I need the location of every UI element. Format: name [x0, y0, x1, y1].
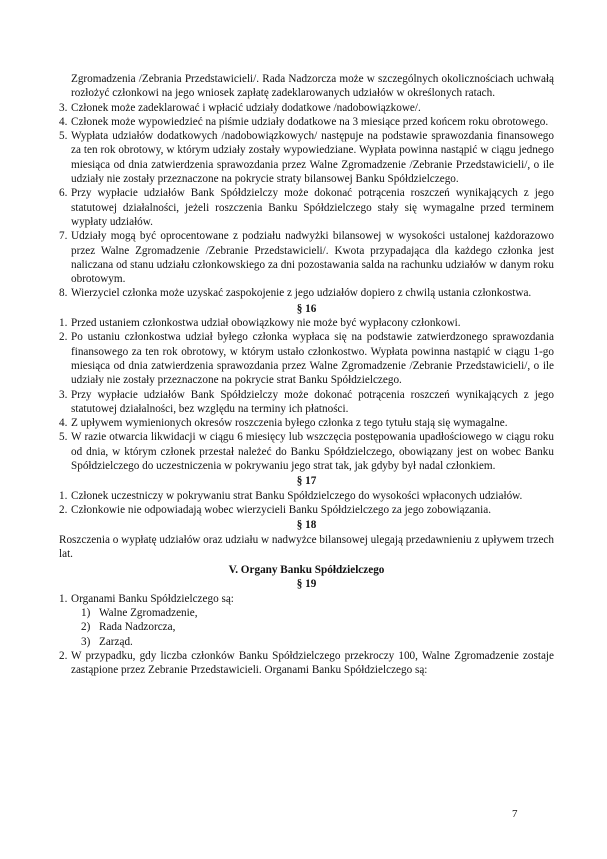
- section-heading-17: § 17: [296, 475, 317, 488]
- item-text: W razie otwarcia likwidacji w ciągu 6 miesięcy lub wszczęcia postępowania upadłościowego w ciągu roku od dnia, w którym członek przestał należeć do Banku Spółdzielczego, obowiązany jest on wobec Banku Spółdzielczego do uczestniczenia w pokrywaniu jego strat tak, jak gdyby był nadal członkiem.: [71, 431, 554, 473]
- item-text: Przy wypłacie udziałów Bank Spółdzielczy może dokonać potrącenia roszczeń wynikających z jego statutowej działalności, bez względu na terminy ich płatności.: [71, 388, 554, 415]
- list-item: [59, 229, 554, 286]
- item-number: 3.: [59, 388, 68, 401]
- list-item: [59, 316, 554, 330]
- section-17-list: [59, 489, 554, 518]
- section-18-paragraph: Roszczenia o wypłatę udziałów oraz udziału w nadwyżce bilansowej ulegają przedawnieniu z upływem trzech lat.: [59, 533, 554, 560]
- item-number: 2.: [59, 649, 68, 662]
- item-text: Członek może wypowiedzieć na piśmie udziały dodatkowe na 3 miesiące przed końcem roku obrotowego.: [71, 115, 549, 128]
- item-text: Udziały mogą być oprocentowane z podziału nadwyżki bilansowej w wysokości ustalonej każdorazowo przez Walne Zgromadzenie /Zebranie Przedstawicieli/. Kwota przypadająca dla każdego członka jest naliczana od stanu udziału członkowskiego za dni pozostawania salda na rachunku udziałów w danym roku obrotowym.: [71, 230, 554, 286]
- sub-item-number: 1): [81, 606, 91, 619]
- list-item: [59, 649, 554, 678]
- item-text: Wierzyciel członka może uzyskać zaspokojenie z jego udziałów dopiero z chwilą ustania członkostwa.: [71, 287, 532, 300]
- sub-item-text: Zarząd.: [99, 635, 133, 648]
- sub-list-item: [59, 606, 554, 620]
- item-number: 1.: [59, 489, 68, 502]
- item-number: 6.: [59, 187, 68, 200]
- item-text: W przypadku, gdy liczba członków Banku Spółdzielczego przekroczy 100, Walne Zgromadzenie zostaje zastąpione przez Zebranie Przedstawicieli. Organami Banku Spółdzielczego są:: [71, 649, 554, 677]
- sub-item-number: 2): [81, 621, 91, 634]
- chapter-heading: V. Organy Banku Spółdzielczego: [228, 564, 385, 577]
- item-number: 7.: [59, 230, 68, 243]
- item-text: Członek uczestniczy w pokrywaniu strat Banku Spółdzielczego do wysokości wpłaconych udziałów.: [71, 489, 523, 502]
- statute-text: [59, 72, 554, 677]
- sub-item-number: 3): [81, 635, 91, 648]
- item-text: Przed ustaniem członkostwa udział obowiązkowy nie może być wypłacony członkowi.: [71, 317, 461, 330]
- list-item: [59, 489, 554, 503]
- item-text: Organami Banku Spółdzielczego są:: [71, 592, 234, 605]
- list-item: [59, 101, 554, 115]
- item-text: Przy wypłacie udziałów Bank Spółdzielczy może dokonać potrącenia roszczeń wynikających z jego statutowej działalności, jeżeli roszczenia Banku Spółdzielczego stały się wymagalne przed terminem wypłaty udziałów.: [71, 187, 554, 228]
- item-text: Z upływem wymienionych okresów roszczenia byłego członka z tego tytułu stają się wymagalne.: [71, 417, 508, 430]
- item-text: Członek może zadeklarować i wpłacić udziały dodatkowe /nadobowiązkowe/.: [71, 101, 421, 114]
- item-number: 4.: [59, 417, 68, 430]
- list-item: [59, 286, 554, 300]
- item-number: 3.: [59, 101, 68, 114]
- list-item: [59, 388, 554, 417]
- list-item: [59, 115, 554, 129]
- sub-item-text: Rada Nadzorcza,: [99, 621, 176, 634]
- item-number: 4.: [59, 115, 68, 128]
- section-15-list: [59, 101, 554, 301]
- continuation-paragraph: Zgromadzenia /Zebrania Przedstawicieli/. Rada Nadzorcza może w szczególnych okolicznościach uchwałą rozłożyć członkowi na jego wniosek zapłatę zadeklarowanych udziałów w określonych ratach.: [71, 73, 554, 100]
- item-text: Wypłata udziałów dodatkowych /nadobowiązkowych/ następuje na podstawie sprawozdania finansowego za ten rok obrotowy, w którym udziały zostały wypowiedziane. Wypłata powinna nastąpić w ciągu jednego miesiąca od dnia zatwierdzenia sprawozdania przez Walne Zgromadzenie /Zebranie Przedstawicieli/, o ile udziały nie zostały przeznaczone na pokrycie straty bilansowej Banku Spółdzielczego.: [71, 130, 554, 186]
- sub-list-item: [59, 635, 554, 649]
- section-heading-18: § 18: [296, 519, 317, 532]
- list-item: [59, 503, 554, 517]
- item-text: Członkowie nie odpowiadają wobec wierzycieli Banku Spółdzielczego za jego zobowiązania.: [71, 503, 491, 516]
- section-16-list: [59, 316, 554, 473]
- item-number: 5.: [59, 431, 68, 444]
- item-number: 2.: [59, 331, 68, 344]
- list-item: [59, 592, 554, 606]
- item-text: Po ustaniu członkostwa udział byłego członka wypłaca się na podstawie zatwierdzonego sprawozdania finansowego za ten rok obrotowy, w którym ustało członkostwo. Wypłata powinna nastąpić w ciągu 1-go miesiąca od dnia zatwierdzenia sprawozdania przez Walne Zgromadzenie /Zebranie Przedstawicieli/, o ile udziały nie zostały przeznaczone na pokrycie strat Banku Spółdzielczego.: [71, 331, 554, 387]
- sub-item-text: Walne Zgromadzenie,: [99, 606, 198, 619]
- item-number: 8.: [59, 287, 68, 300]
- item-number: 5.: [59, 130, 68, 143]
- item-number: 2.: [59, 503, 68, 516]
- list-item: [59, 430, 554, 473]
- list-item: [59, 416, 554, 430]
- list-item: [59, 129, 554, 186]
- section-heading-19: § 19: [296, 578, 317, 591]
- list-item: [59, 186, 554, 229]
- section-19-list: [59, 592, 554, 678]
- item-number: 1.: [59, 317, 68, 330]
- sub-list-item: [59, 620, 554, 634]
- item-number: 1.: [59, 592, 68, 605]
- section-heading-16: § 16: [296, 302, 317, 315]
- page-number: 7: [512, 808, 518, 820]
- list-item: [59, 330, 554, 387]
